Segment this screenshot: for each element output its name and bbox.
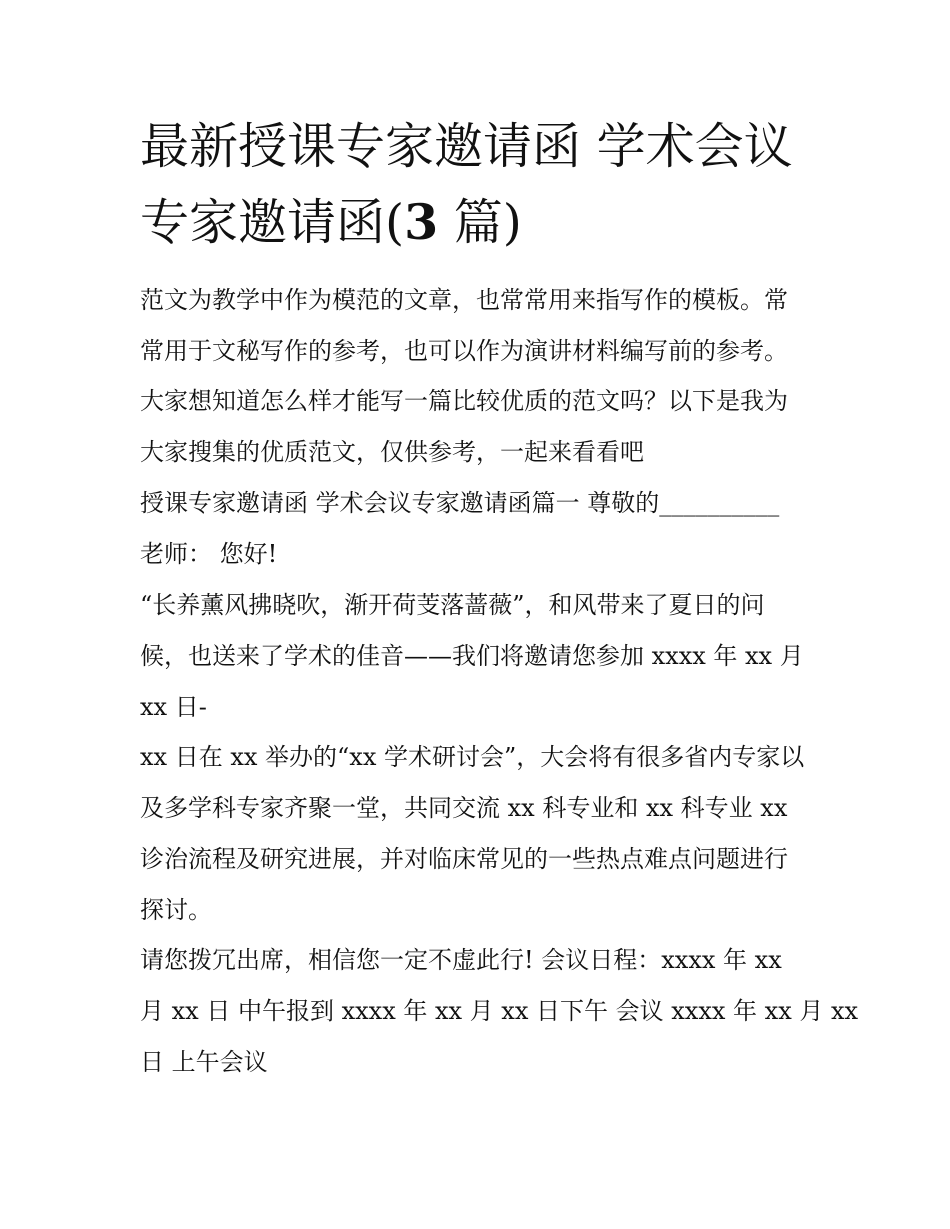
title-suffix: 篇)	[438, 194, 522, 251]
letter-line: 诊治流程及研究进展，并对临床常见的一些热点难点问题进行	[140, 845, 788, 873]
letter-line: 候，也送来了学术的佳音——我们将邀请您参加 xxxx 年 xx 月	[140, 642, 804, 670]
letter-line: 日 上午会议	[140, 1048, 268, 1076]
letter-line: 及多学科专家齐聚一堂，共同交流 xx 科专业和 xx 科专业 xx	[140, 794, 788, 822]
title-count: 3	[404, 193, 439, 251]
document-title-line-1: 最新授课专家邀请函 学术会议	[140, 118, 793, 175]
intro-line: 大家搜集的优质范文，仅供参考，一起来看看吧	[140, 438, 644, 466]
letter-line: xx 日-	[140, 693, 207, 721]
intro-line: 常用于文秘写作的参考，也可以作为演讲材料编写前的参考。	[140, 337, 788, 365]
letter-line: 请您拨冗出席，相信您一定不虚此行! 会议日程：xxxx 年 xx	[140, 946, 782, 974]
letter-line: xx 日在 xx 举办的“xx 学术研讨会”，大会将有很多省内专家以	[140, 743, 805, 771]
document-title-line-2	[140, 187, 820, 258]
letter-line: 月 xx 日 中午报到 xxxx 年 xx 月 xx 日下午 会议 xxxx 年 xx 月 xx	[140, 997, 859, 1025]
title-text: 专家邀请函(	[140, 194, 405, 251]
letter-line: 授课专家邀请函 学术会议专家邀请函篇一 尊敬的__________	[140, 489, 780, 517]
letter-line: 探讨。	[140, 896, 212, 924]
intro-line: 大家想知道怎么样才能写一篇比较优质的范文吗？以下是我为	[140, 387, 788, 415]
letter-line: “长养薰风拂晓吹，渐开荷芰落蔷薇”，和风带来了夏日的问	[140, 591, 765, 619]
intro-line: 范文为教学中作为模范的文章，也常常用来指写作的模板。常	[140, 286, 788, 314]
letter-line: 老师： 您好!	[140, 540, 278, 568]
